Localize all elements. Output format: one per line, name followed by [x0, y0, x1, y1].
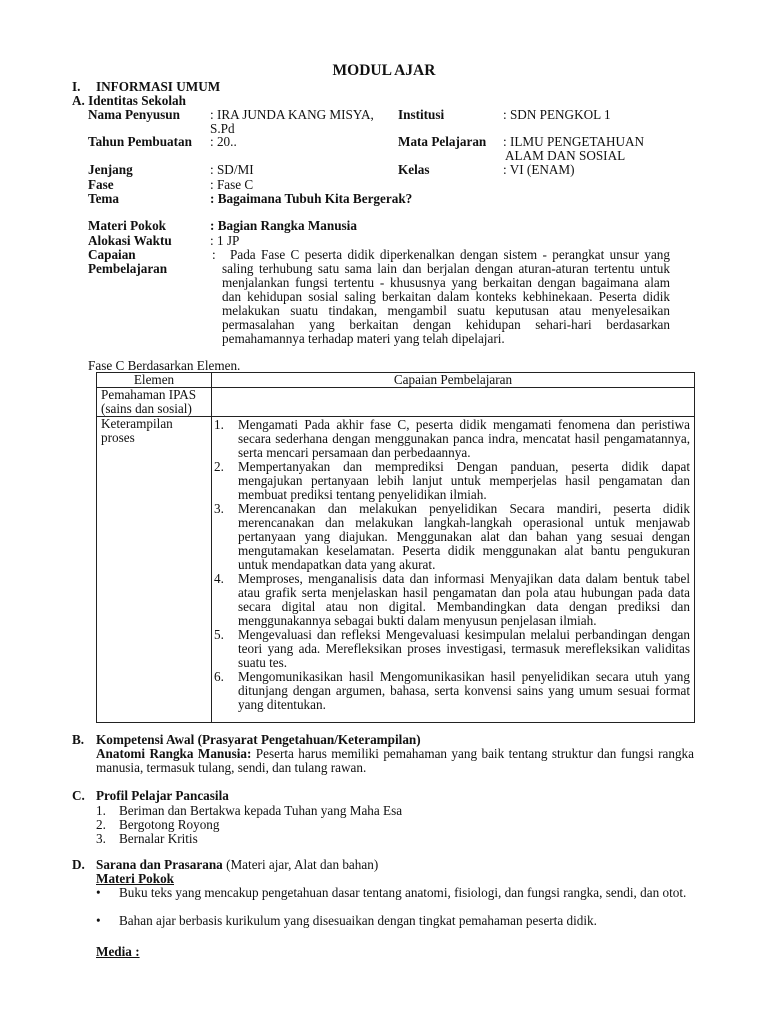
section-b-text: Peserta harus memiliki pemahaman yang baik tentang struktur dan fungsi rangka manusia, termasuk tulang, sendi, dan tulang rawan.: [96, 746, 694, 775]
keterampilan-list: [212, 418, 690, 712]
kelas-value: : VI (ENAM): [503, 162, 575, 177]
mapel-label: Mata Pelajaran: [398, 134, 487, 149]
list-item: [212, 460, 690, 502]
penyusun-value-line2: S.Pd: [210, 121, 235, 136]
institusi-value: : SDN PENGKOL 1: [503, 107, 611, 122]
profil-num-3: 3.: [96, 831, 106, 846]
table-row: [97, 417, 695, 723]
profil-item-1: Beriman dan Bertakwa kepada Tuhan yang Maha Esa: [119, 803, 403, 818]
section-a-title: A. Identitas Sekolah: [72, 93, 186, 108]
item-number: 5.: [214, 627, 224, 642]
section-c-title: Profil Pelajar Pancasila: [96, 788, 229, 803]
fase-table-caption: Fase C Berdasarkan Elemen.: [88, 358, 241, 373]
profil-num-2: 2.: [96, 817, 106, 832]
table-header-row: [97, 373, 695, 388]
table-cell-elemen: [97, 417, 212, 723]
list-item: [212, 628, 690, 670]
tema-value: : Bagaimana Tubuh Kita Bergerak?: [210, 191, 413, 206]
section-b-letter: B.: [72, 732, 85, 747]
section-b-lead: Anatomi Rangka Manusia:: [96, 746, 252, 761]
sarana-bullet-1: • Buku teks yang mencakup pengetahuan dasar tentang anatomi, fisiologi, dan fungsi rangka, sendi, dan otot.: [119, 886, 694, 900]
capaian-colon: :: [212, 247, 216, 262]
item-text: Mengamati Pada akhir fase C, peserta didik mengamati fenomena dan peristiwa secara sederhana dengan menggunakan panca indra, mencatat hasil pengamatannya, serta mencari persamaan dan perbedaannya.: [238, 417, 690, 460]
section-b-body: [96, 747, 694, 775]
media-heading: Media :: [96, 944, 140, 959]
table-header-elemen: Elemen: [97, 373, 212, 388]
list-item: [212, 670, 690, 712]
page-title: MODUL AJAR: [332, 62, 436, 79]
list-item: [212, 572, 690, 628]
fase-label: Fase: [88, 177, 114, 192]
section-b-title: Kompetensi Awal (Prasyarat Pengetahuan/Keterampilan): [96, 732, 421, 747]
mapel-value-line2: ALAM DAN SOSIAL: [505, 148, 626, 163]
alokasi-label: Alokasi Waktu: [88, 233, 172, 248]
kelas-label: Kelas: [398, 162, 430, 177]
table-cell-capaian: [212, 388, 695, 417]
profil-item-2: Bergotong Royong: [119, 817, 220, 832]
table-header-capaian: Capaian Pembelajaran: [212, 373, 695, 388]
list-item: [212, 502, 690, 572]
section-d-heading: [96, 858, 378, 872]
table-row: [97, 388, 695, 417]
section-d-title-suffix: (Materi ajar, Alat dan bahan): [222, 857, 379, 872]
section-d-title: Sarana dan Prasarana: [96, 857, 223, 872]
item-text: Mengomunikasikan hasil Mengomunikasikan hasil penyelidikan secara utuh yang ditunjang dengan argumen, bahasa, serta konvensi sains yang umum sesuai format yang ditentukan.: [238, 669, 690, 712]
item-number: 2.: [214, 459, 224, 474]
profil-item-3: Bernalar Kritis: [119, 831, 198, 846]
materi-pokok-heading: Materi Pokok: [96, 871, 175, 886]
capaian-label-line2: Pembelajaran: [88, 261, 168, 276]
penyusun-value: : IRA JUNDA KANG MISYA,: [210, 107, 374, 122]
institusi-label: Institusi: [398, 107, 445, 122]
item-text: Mempertanyakan dan memprediksi Dengan panduan, peserta didik dapat mengajukan pertanyaan lebih lanjut untuk memperjelas hasil pengamatan dan membuat prediksi tentang penyelidikan ilmiah.: [238, 459, 690, 502]
table-cell-elemen: [97, 388, 212, 417]
elemen-keterampilan: Keterampilan proses: [101, 416, 173, 445]
section-c-letter: C.: [72, 788, 85, 803]
tahun-label: Tahun Pembuatan: [88, 134, 192, 149]
tema-label: Tema: [88, 191, 120, 206]
jenjang-label: Jenjang: [88, 162, 133, 177]
profil-num-1: 1.: [96, 803, 106, 818]
item-text: Mengevaluasi dan refleksi Mengevaluasi kesimpulan melalui perbandingan dengan teori yang ada. Merefleksikan proses investigasi, termasuk merefleksikan validitas suatu tes.: [238, 627, 690, 670]
mapel-value: : ILMU PENGETAHUAN: [503, 134, 645, 149]
penyusun-label: Nama Penyusun: [88, 107, 180, 122]
capaian-label: Capaian: [88, 247, 136, 262]
jenjang-value: : SD/MI: [210, 162, 254, 177]
materi-label: Materi Pokok: [88, 218, 167, 233]
materi-value: : Bagian Rangka Manusia: [210, 218, 357, 233]
capaian-text: Pada Fase C peserta didik diperkenalkan dengan sistem - perangkat unsur yang saling terhubung satu sama lain dan berjalan dengan aturan-aturan tertentu untuk menjalankan fungsi tertentu - khususnya yang berkaitan dengan bagaimana alam dan kehidupan sosial saling berkaitan dalam konteks kebhinekaan. Peserta didik melakukan suatu tindakan, mengambil suatu keputusan atau menyelesaikan permasalahan yang berkaitan dengan kehidupan sehari-hari berdasarkan pemahamannya terhadap materi yang telah dipelajari.: [222, 247, 670, 346]
sarana-bullet-2: • Bahan ajar berbasis kurikulum yang disesuaikan dengan tingkat pemahaman peserta didik.: [119, 914, 694, 928]
item-text: Memproses, menganalisis data dan informasi Menyajikan data dalam bentuk tabel atau grafik serta menjelaskan hasil pengamatan dan pola atau hubungan pada data secara digital atau non digital. Membandingkan data dengan prediksi dan menggunakannya sebagai bukti dalam menyusun penjelasan ilmiah.: [238, 571, 690, 628]
item-number: 4.: [214, 571, 224, 586]
table-cell-capaian: [212, 417, 695, 723]
fase-value: : Fase C: [210, 177, 254, 192]
capaian-table: [96, 372, 695, 723]
item-number: 3.: [214, 501, 224, 516]
alokasi-value: : 1 JP: [210, 233, 240, 248]
tahun-value: : 20..: [210, 134, 237, 149]
section-d-letter: D.: [72, 857, 85, 872]
item-text: Merencanakan dan melakukan penyelidikan Secara mandiri, peserta didik merencanakan dan melakukan langkah-langkah operasional untuk menjawab pertanyaan yang diajukan. Menggunakan alat dan bahan yang sesuai dengan mengutamakan keselamatan. Peserta didik menggunakan alat bantu pengukuran untuk mendapatkan data yang akurat.: [238, 501, 690, 572]
section-i-title: INFORMASI UMUM: [96, 79, 221, 94]
item-number: 6.: [214, 669, 224, 684]
list-item: [212, 418, 690, 460]
elemen-pemahaman: Pemahaman IPAS (sains dan sosial): [101, 387, 197, 416]
section-i-number: I.: [72, 79, 81, 94]
item-number: 1.: [214, 417, 224, 432]
